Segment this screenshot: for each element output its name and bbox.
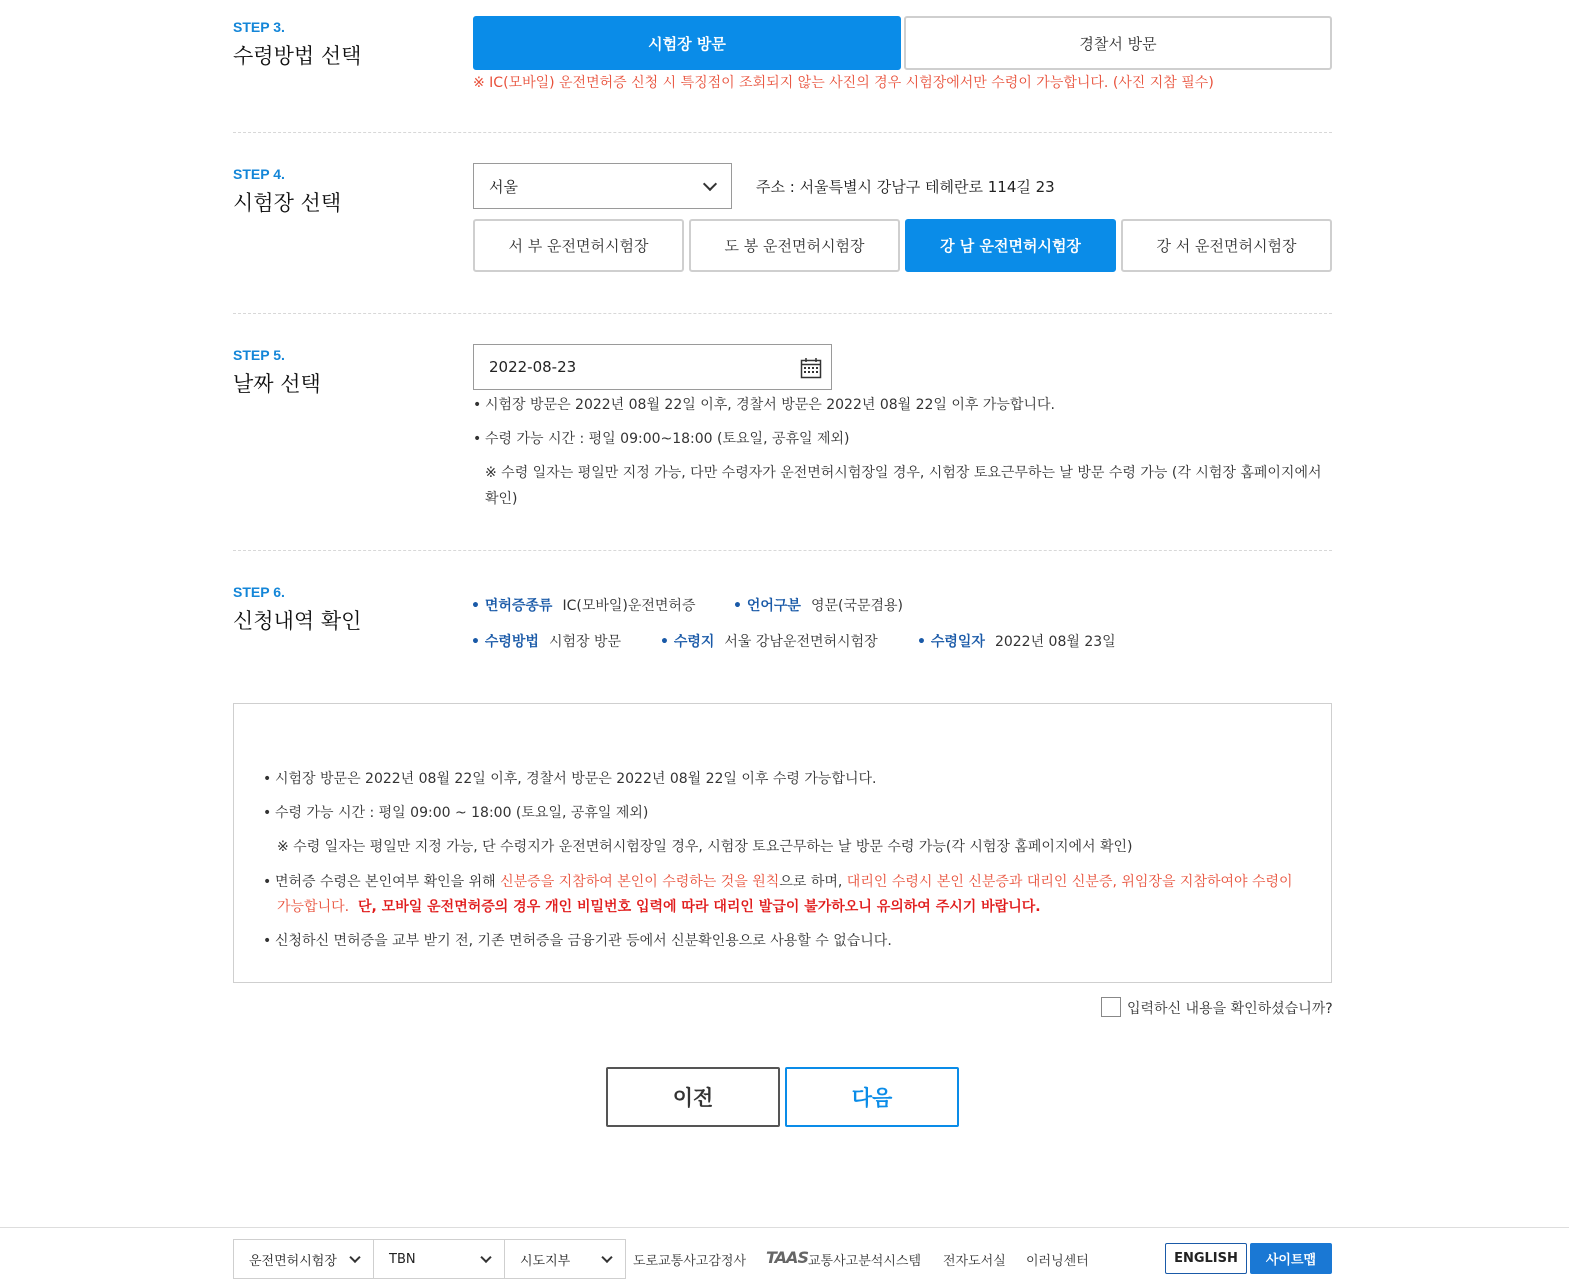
- region-select[interactable]: [473, 163, 732, 209]
- date-input[interactable]: [473, 344, 832, 390]
- method-notice: ※ IC(모바일) 운전면허증 신청 시 특징점이 조회되지 않는 사진의 경우 시험장에서만 수령이 가능합니다. (사진 지참 필수): [473, 75, 1214, 91]
- summary-license-type: • 면허증종류 IC(모바일)운전면허증: [471, 598, 696, 614]
- notice-item: ※ 수령 일자는 평일만 지정 가능, 단 수령지가 운전면허시험장일 경우, 시험장 토요근무하는 날 방문 수령 가능(각 시험장 홈페이지에서 확인): [277, 839, 1133, 855]
- date-info-3: ※ 수령 일자는 평일만 지정 가능, 다만 수령자가 운전면허시험장일 경우, 시험장 토요근무하는 날 방문 수령 가능 (각 시험장 홈페이지에서: [485, 465, 1322, 481]
- center-address: 주소 : 서울특별시 강남구 테헤란로 114길 23: [756, 178, 1055, 196]
- step4-title: 시험장 선택: [233, 191, 342, 215]
- divider: [233, 550, 1332, 551]
- next-button[interactable]: 다음: [785, 1067, 959, 1127]
- taas-logo: TAAS: [766, 1248, 808, 1267]
- notice-item: • 면허증 수령은 본인여부 확인을 위해 신분증을 지참하여 본인이 수령하는 것을 원칙으로 하며, 대리인 수령시 본인 신분증과 대리인 신분증, 위임장을 지참하여야 수령이: [263, 874, 1293, 890]
- prev-button[interactable]: 이전: [606, 1067, 780, 1127]
- summary-place: • 수령지 서울 강남운전면허시험장: [660, 634, 878, 650]
- notice-item: • 수령 가능 시간 : 평일 09:00 ~ 18:00 (토요일, 공휴일 제외): [263, 805, 649, 821]
- chevron-down-icon: [601, 1252, 612, 1263]
- footer-select-test-centers[interactable]: [233, 1239, 374, 1279]
- step6-title: 신청내역 확인: [233, 609, 362, 633]
- footer-link-accident-appraiser[interactable]: 도로교통사고감정사: [633, 1254, 747, 1269]
- step4-label: STEP 4.: [233, 166, 285, 182]
- date-info-1: • 시험장 방문은 2022년 08월 22일 이후, 경찰서 방문은 2022년 08월 22일 이후 가능합니다.: [473, 397, 1055, 413]
- footer-select-value: 운전면허시험장: [249, 1253, 337, 1269]
- chevron-down-icon: [480, 1252, 491, 1263]
- divider: [233, 313, 1332, 314]
- divider: [233, 132, 1332, 133]
- date-info-3-cont: 확인): [485, 491, 518, 507]
- chevron-down-icon: [703, 177, 717, 191]
- center-button-gangnam[interactable]: 강 남 운전면허시험장: [905, 219, 1116, 272]
- method-option-test-center[interactable]: 시험장 방문: [473, 16, 901, 70]
- date-info-2: • 수령 가능 시간 : 평일 09:00~18:00 (토요일, 공휴일 제외): [473, 431, 850, 447]
- footer-divider: [0, 1227, 1569, 1228]
- center-button-dobong[interactable]: 도 봉 운전면허시험장: [689, 219, 900, 272]
- footer-select-value: 시도지부: [520, 1253, 571, 1269]
- step6-label: STEP 6.: [233, 584, 285, 600]
- step3-label: STEP 3.: [233, 19, 285, 35]
- step5-label: STEP 5.: [233, 347, 285, 363]
- confirm-checkbox[interactable]: [1101, 997, 1121, 1017]
- footer-select-branches[interactable]: [504, 1239, 626, 1279]
- notice-item-cont: 가능합니다. 단, 모바일 운전면허증의 경우 개인 비밀번호 입력에 따라 대리인 발급이 불가하오니 유의하여 주시기 바랍니다.: [277, 899, 1041, 915]
- sitemap-button[interactable]: 사이트맵: [1250, 1243, 1332, 1274]
- step5-title: 날짜 선택: [233, 372, 321, 396]
- chevron-down-icon: [349, 1252, 360, 1263]
- footer-link-elearning[interactable]: 이러닝센터: [1026, 1254, 1089, 1269]
- summary-date: • 수령일자 2022년 08월 23일: [917, 634, 1116, 650]
- notice-item: • 신청하신 면허증을 교부 받기 전, 기존 면허증을 금융기관 등에서 신분확인용으로 사용할 수 없습니다.: [263, 933, 892, 949]
- footer-link-e-library[interactable]: 전자도서실: [943, 1254, 1006, 1269]
- notice-item: • 시험장 방문은 2022년 08월 22일 이후, 경찰서 방문은 2022년 08월 22일 이후 수령 가능합니다.: [263, 771, 877, 787]
- footer-link-taas[interactable]: 교통사고분석시스템: [808, 1254, 922, 1269]
- english-button[interactable]: ENGLISH: [1165, 1243, 1247, 1274]
- calendar-icon[interactable]: [800, 357, 822, 379]
- footer-select-tbn[interactable]: [373, 1239, 505, 1279]
- center-button-gangseo[interactable]: 강 서 운전면허시험장: [1121, 219, 1332, 272]
- method-option-police-station[interactable]: 경찰서 방문: [904, 16, 1332, 70]
- summary-method: • 수령방법 시험장 방문: [471, 634, 622, 650]
- date-input-value: 2022-08-23: [489, 358, 577, 376]
- footer-select-value: TBN: [389, 1251, 416, 1267]
- confirm-label[interactable]: 입력하신 내용을 확인하셨습니까?: [1127, 1001, 1333, 1017]
- center-button-seobu[interactable]: 서 부 운전면허시험장: [473, 219, 684, 272]
- region-select-value: 서울: [489, 177, 518, 196]
- summary-language: • 언어구분 영문(국문겸용): [733, 598, 904, 614]
- step3-title: 수령방법 선택: [233, 44, 362, 68]
